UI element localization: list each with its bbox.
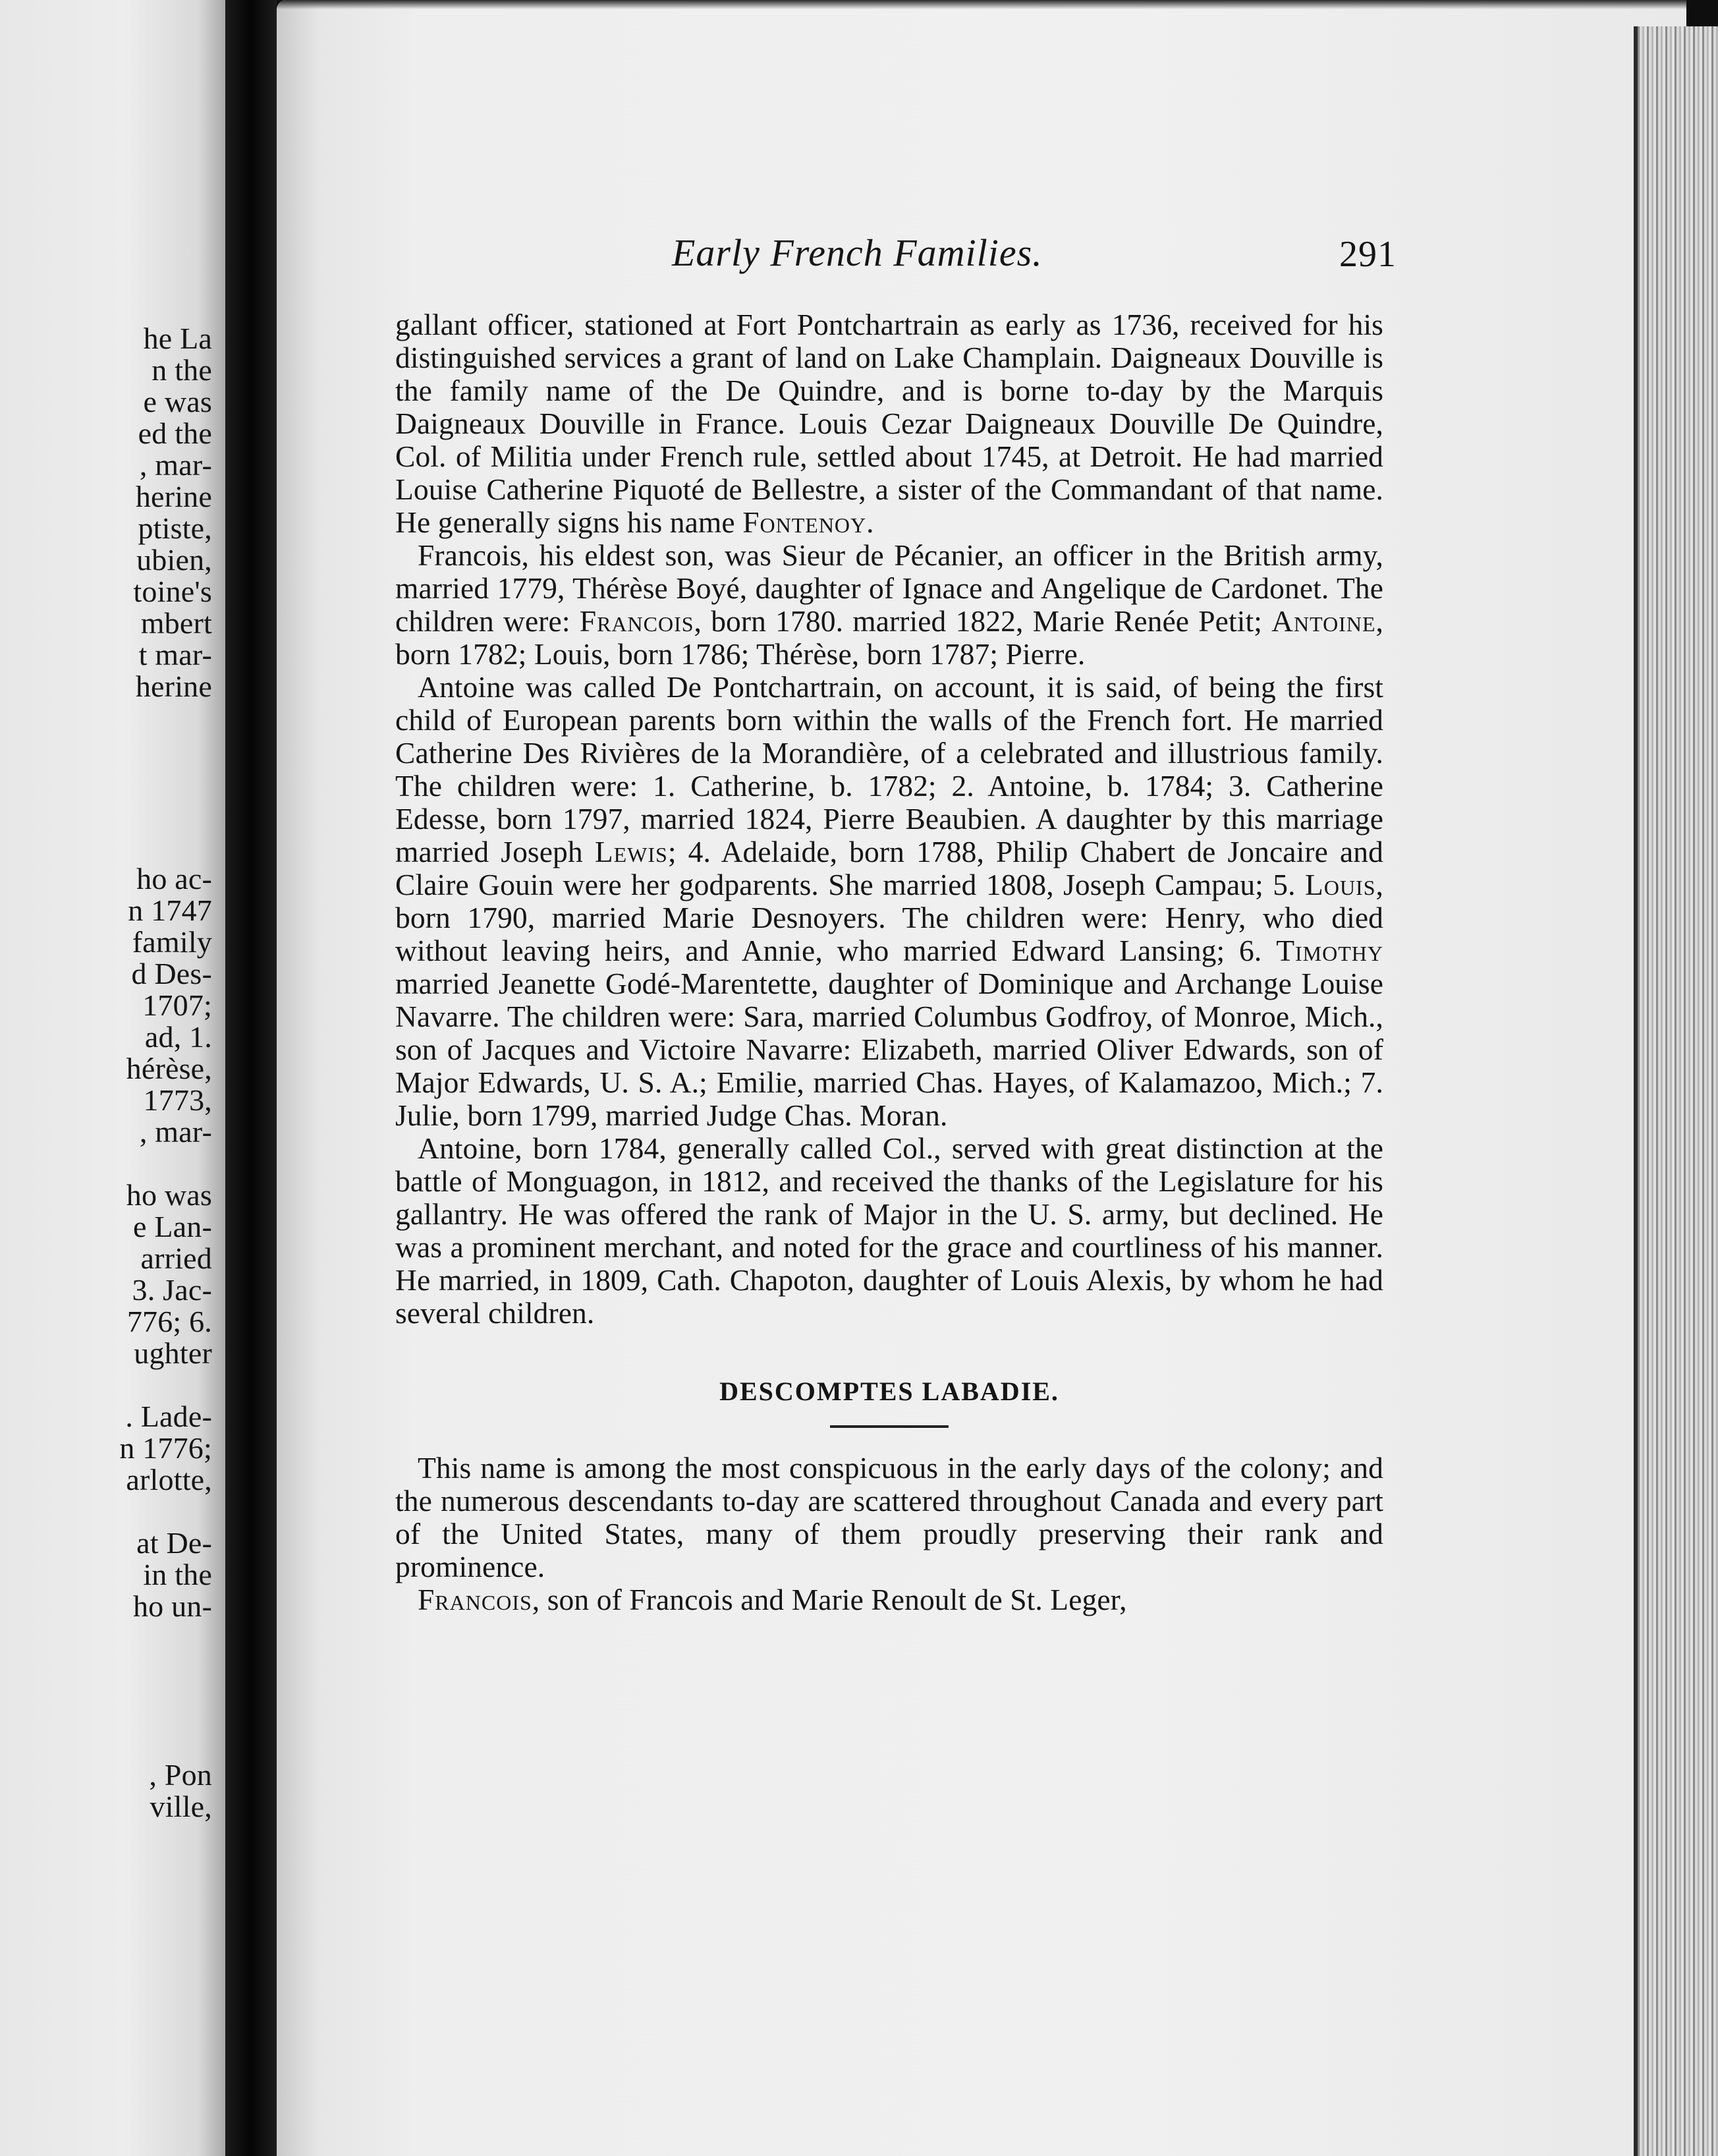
left-facing-page [0,0,225,2156]
left-page-line: d Des- [131,957,212,990]
paragraph-text: Antoine, born 1784, generally called Col., served with great distinction at the battle of Monguagon, in 1812, and received the thanks of the Legislature for his gallantry. He was offered the rank of Major in the U. S. army, but declined. He was a prominent merchant, and noted for the grace and courtliness of his manner. He married, in 1809, Cath. Chapoton, daughter of Louis Alexis, by whom he had several children. [395,1131,1383,1330]
left-page-text-fragments-bottom [14,1759,212,1823]
running-title: Early French Families. [672,231,1043,274]
small-caps-name: Francois [418,1583,532,1616]
left-page-line: ho ac- [136,862,212,895]
left-page-line: mbert [140,606,212,640]
small-caps-name: Antoine [1271,604,1376,638]
left-page-line: ville, [150,1790,212,1823]
left-page-line: hérèse, [126,1052,212,1085]
left-page-line: ubien, [136,543,212,577]
left-page-line: , Pon [149,1758,212,1792]
paragraph-text: , son of Francois and Marie Renoult de St. Leger, [532,1583,1127,1616]
left-page-line: 3. Jac- [132,1273,212,1307]
left-page-line: ptiste, [138,511,212,545]
left-page-line: n 1776; [119,1431,212,1465]
paragraph-text: gallant officer, stationed at Fort Pontchartrain as early as 1736, received for his distinguished services a grant of land on Lake Champlain. Daigneaux Douville is the family name of the De Quindre, and is borne to-day by the Marquis Daigneaux Douville in France. Louis Cezar Daigneaux Douville De Quindre, Col. of Militia under French rule, settled about 1745, at Detroit. He had married Louise Catherine Piquoté de Bellestre, a sister of the Commandant of that name. He generally signs his name [395,308,1383,539]
small-caps-name: Fontenoy [742,505,867,539]
left-page-line: arlotte, [126,1463,212,1496]
left-page-line [14,1496,212,1527]
section-rule [830,1425,949,1428]
paragraph-labadie-intro [395,1452,1383,1583]
paragraph-text: , born 1782; Louis, born 1786; Thérèse, born 1787; Pierre. [395,604,1383,671]
paragraph-text: , born 1790, married Marie Desnoyers. The children were: Henry, who died without leaving heirs, and Annie, who married Edward Lansing; 6. [395,868,1383,967]
paragraph-text: Antoine was called De Pontchartrain, on account, it is said, of being the first child of European parents born within the walls of the French fort. He married Catherine Des Rivières de la Morandière, of a celebrated and illustrious family. The children were: 1. Catherine, b. 1782; 2. Antoine, b. 1784; 3. Catherine Edesse, born 1797, married 1824, Pierre Beaubien. A daughter by this marriage married Joseph [395,670,1383,868]
paragraph-antoine-colonel [395,1132,1383,1330]
left-page-line: ad, 1. [144,1020,212,1054]
small-caps-name: Louis [1305,868,1376,901]
left-page-line: herine [135,669,212,703]
paragraph-text: . [866,505,874,539]
left-page-line [14,1369,212,1401]
left-page-line: ho was [126,1178,212,1212]
left-page-line: . Lade- [125,1400,212,1433]
left-page-line: , mar- [139,1115,212,1149]
small-caps-name: Lewis [594,835,668,868]
paragraph-text: , born 1780. married 1822, Marie Renée Petit; [694,604,1262,638]
left-page-line: herine [135,480,212,513]
page-content [395,231,1397,1616]
paragraph-text: This name is among the most conspicuous in the early days of the colony; and the numerous descendants to-day are scattered throughout Canada and every part of the United States, many of them proudly preserving their rank and prominence. [395,1451,1383,1583]
left-page-line: , mar- [139,448,212,482]
left-page-line: 1707; [142,988,212,1022]
paragraph-text: married Jeanette Godé-Marentette, daughter of Dominique and Archange Louise Navarre. The children were: Sara, married Columbus Godfroy, of Monroe, Mich., son of Jacques and Victoire Navarre: Elizabeth, married Oliver Edwards, son of Major Edwards, U. S. A.; Emilie, married Chas. Hayes, of Kalamazoo, Mich.; 7. Julie, born 1799, married Judge Chas. Moran. [395,967,1383,1132]
left-page-line: ughter [134,1336,212,1370]
left-page-line: ho un- [132,1589,212,1623]
left-page-line: ed the [138,416,212,450]
left-page-line: 776; 6. [126,1305,212,1338]
left-page-line: at De- [136,1526,212,1560]
left-page-line: he La [143,322,212,355]
left-page-line: n the [152,353,212,387]
small-caps-name: Francois [579,604,694,638]
left-page-line: n 1747 [128,894,212,927]
page-number: 291 [1339,234,1397,275]
left-page-line: toine's [133,575,212,608]
paragraph-text: ; 4. Adelaide, born 1788, Philip Chabert de Joncaire and Claire Gouin were her godparents. She married 1808, Joseph Campau; 5. [395,835,1383,901]
left-page-line [14,1148,212,1179]
paragraph-text: Francois, his eldest son, was Sieur de Pécanier, an officer in the British army, married 1779, Thérèse Boyé, daughter of Ignace and Angelique de Cardonet. The children were: [395,538,1383,638]
left-page-line: in the [143,1558,212,1591]
book-gutter [225,0,277,2156]
section-heading: DESCOMPTES LABADIE. [719,1376,1059,1406]
page-edges [1634,26,1718,2156]
paragraph-antoine-de-pontchartrain [395,671,1383,1132]
left-page-line: e was [143,385,212,418]
left-page-line: e Lan- [133,1210,212,1243]
left-page-line: arried [140,1241,212,1275]
left-page-line: 1773, [143,1083,212,1117]
left-page-text-fragments-middle [14,863,212,1622]
paragraph-de-quindre [395,308,1383,539]
left-page-line: family [132,925,212,959]
paragraph-francois [395,539,1383,671]
running-header [395,231,1397,283]
paragraph-francois-labadie [395,1583,1383,1616]
left-page-text-fragments-top [14,323,212,702]
small-caps-name: Timothy [1276,934,1383,967]
page-top-shadow [277,0,1686,9]
left-page-line: t mar- [138,638,212,671]
